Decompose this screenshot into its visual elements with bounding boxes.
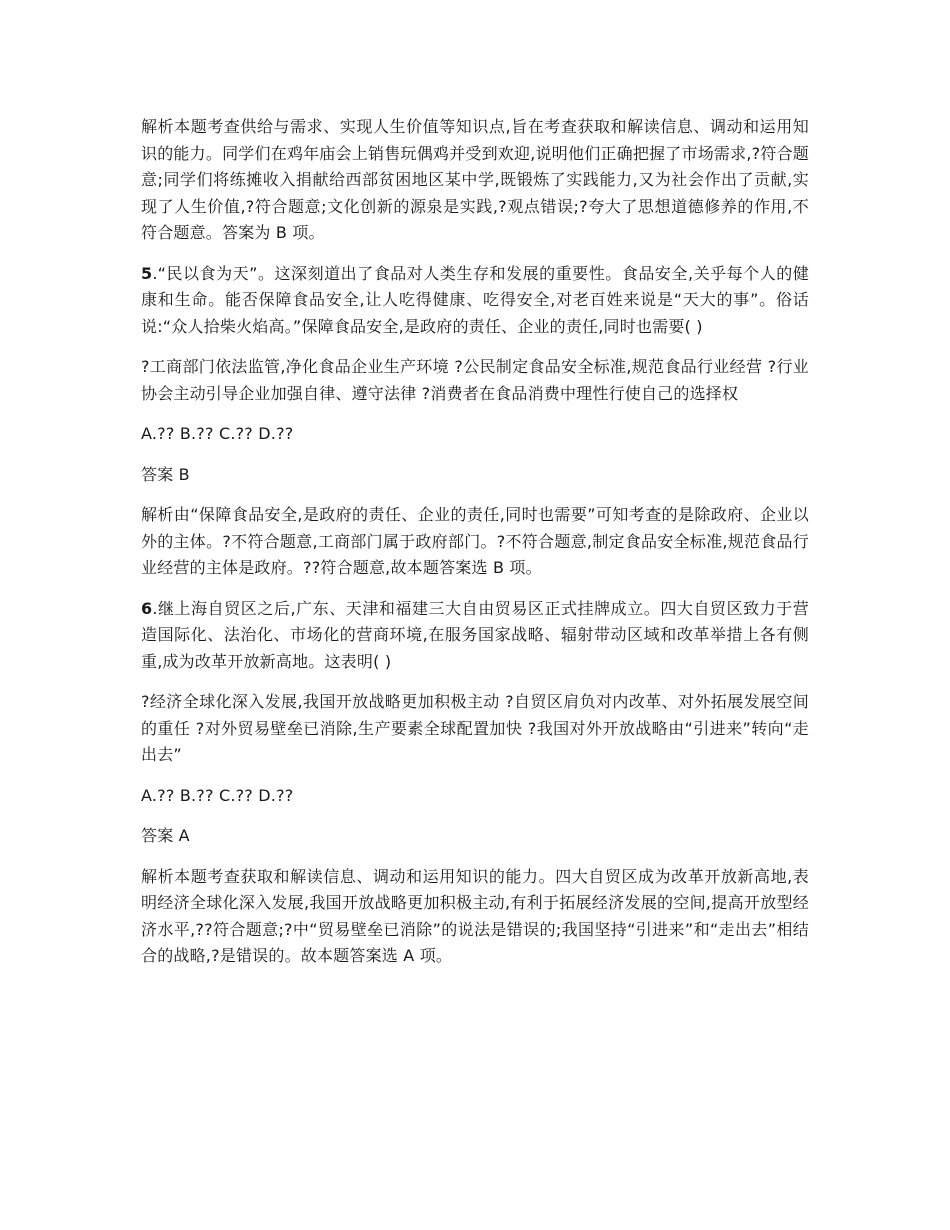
question-6-options: ?经济全球化深入发展,我国开放战略更加积极主动 ?自贸区肩负对内改革、对外拓展发展空间的重任 ?对外贸易壁垒已消除,生产要素全球配置加快 ?我国对外开放战略由“引进来”转向“走出去” [141, 692, 809, 764]
question-6 [141, 596, 809, 676]
question-6-answer: 答案 A [141, 826, 190, 845]
question-5-analysis: 解析由“保障食品安全,是政府的责任、企业的责任,同时也需要”可知考查的是除政府、企业以外的主体。?不符合题意,工商部门属于政府部门。?不符合题意,制定食品安全标准,规范食品行业经营的主体是政府。??符合题意,故本题答案选 B 项。 [141, 505, 809, 577]
document-page [141, 114, 809, 970]
analysis-paragraph: 解析本题考查供给与需求、实现人生价值等知识点,旨在考查获取和解读信息、调动和运用知识的能力。同学们在鸡年庙会上销售玩偶鸡并受到欢迎,说明他们正确把握了市场需求,?符合题意;同学们将练摊收入捐献给西部贫困地区某中学,既锻炼了实践能力,又为社会作出了贡献,实现了人生价值,?符合题意;文化创新的源泉是实践,?观点错误;?夸大了思想道德修养的作用,不符合题意。答案为 B 项。 [141, 117, 809, 242]
question-number: 6 [141, 598, 153, 618]
question-6-analysis: 解析本题考查获取和解读信息、调动和运用知识的能力。四大自贸区成为改革开放新高地,表明经济全球化深入发展,我国开放战略更加积极主动,有利于拓展经济发展的空间,提高开放型经济水平,??符合题意;?中“贸易壁垒已消除”的说法是错误的;我国坚持“引进来”和“走出去”相结合的战略,?是错误的。故本题答案选 A 项。 [141, 866, 809, 965]
question-6-choices: A.?? B.?? C.?? D.?? [141, 785, 294, 805]
question-number: 5 [141, 263, 153, 283]
question-text: .“民以食为天”。这深刻道出了食品对人类生存和发展的重要性。食品安全,关乎每个人的健康和生命。能否保障食品安全,让人吃得健康、吃得安全,对老百姓来说是“天大的事”。俗话说:“众人拾柴火焰高。”保障食品安全,是政府的责任、企业的责任,同时也需要( ) [141, 263, 809, 336]
question-5 [141, 261, 809, 341]
question-5-choices: A.?? B.?? C.?? D.?? [141, 424, 294, 443]
question-text: .继上海自贸区之后,广东、天津和福建三大自由贸易区正式挂牌成立。四大自贸区致力于营造国际化、法治化、市场化的营商环境,在服务国家战略、辐射带动区域和改革举措上各有侧重,成为改革开放新高地。这表明( ) [141, 598, 809, 671]
question-5-answer: 答案 B [141, 464, 190, 484]
question-5-options: ?工商部门依法监管,净化食品企业生产环境 ?公民制定食品安全标准,规范食品行业经营 ?行业协会主动引导企业加强自律、遵守法律 ?消费者在食品消费中理性行使自己的选择权 [141, 357, 809, 403]
